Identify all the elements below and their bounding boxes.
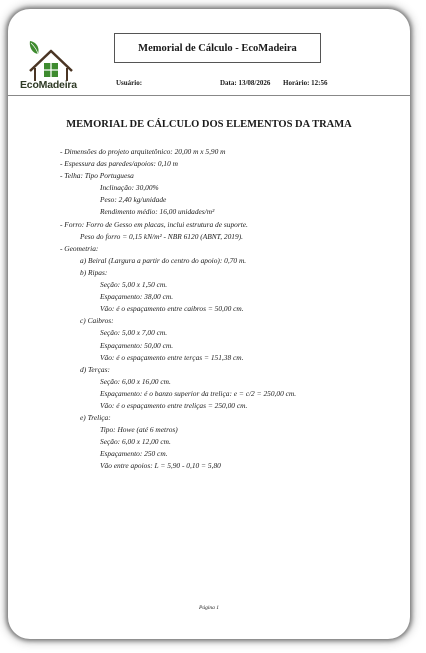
memorial-line: - Espessura das paredes/apoios: 0,10 m bbox=[60, 159, 178, 169]
date-label: Data: 13/08/2026 bbox=[220, 79, 271, 87]
memorial-line: a) Beiral (Largura a partir do centro do apoio): 0,70 m. bbox=[80, 255, 247, 265]
memorial-line: Seção: 5,00 x 1,50 cm. bbox=[100, 280, 168, 290]
memorial-line: - Telha: Tipo Portuguesa bbox=[60, 171, 134, 181]
memorial-line: Espaçamento: é o banzo superior da treliça: e = c/2 = 250,00 cm. bbox=[100, 388, 297, 398]
memorial-line: - Dimensões do projeto arquitetônico: 20,00 m x 5,90 m bbox=[60, 147, 226, 156]
memorial-line: Peso do forro = 0,15 kN/m² - NBR 6120 (ABNT, 2019). bbox=[80, 231, 244, 241]
section-heading: MEMORIAL DE CÁLCULO DOS ELEMENTOS DA TRAMA bbox=[66, 119, 352, 130]
memorial-line: - Forro: Forro de Gesso em placas, inclui estrutura de suporte. bbox=[60, 219, 248, 229]
memorial-line: Rendimento médio: 16,00 unidades/m² bbox=[100, 207, 215, 217]
memorial-line: Vão: é o espaçamento entre treliças = 250,00 cm. bbox=[100, 400, 248, 410]
document-title: Memorial de Cálculo - EcoMadeira bbox=[114, 33, 321, 63]
memorial-line: Espaçamento: 250 cm. bbox=[100, 449, 168, 459]
memorial-line: Seção: 6,00 x 16,00 cm. bbox=[100, 376, 171, 386]
memorial-line: Espaçamento: 38,00 cm. bbox=[100, 292, 174, 302]
time-label: Horário: 12:56 bbox=[283, 79, 328, 87]
page-number: Página 1 bbox=[198, 605, 219, 611]
document-page bbox=[8, 9, 410, 639]
memorial-line: Espaçamento: 50,00 cm. bbox=[100, 340, 174, 350]
calculation-body bbox=[60, 146, 405, 473]
memorial-line: c) Caibros: bbox=[80, 316, 114, 326]
logo-text: EcoMadeira bbox=[20, 79, 77, 91]
memorial-line: Vão entre apoios: L = 5,90 - 0,10 = 5,80 bbox=[100, 461, 221, 471]
memorial-line: Tipo: Howe (até 6 metros) bbox=[100, 425, 178, 435]
memorial-line: b) Ripas: bbox=[80, 267, 108, 277]
memorial-line: Seção: 5,00 x 7,00 cm. bbox=[100, 328, 168, 338]
memorial-line: - Geometria: bbox=[60, 243, 99, 253]
memorial-line: Inclinação: 30,00% bbox=[100, 183, 159, 193]
memorial-line: Seção: 6,00 x 12,00 cm. bbox=[100, 437, 171, 447]
header-divider bbox=[8, 95, 410, 96]
memorial-line: Vão: é o espaçamento entre terças = 151,38 cm. bbox=[100, 352, 244, 362]
memorial-line: d) Terças: bbox=[80, 364, 110, 374]
memorial-line: Vão: é o espaçamento entre caibros = 50,00 cm. bbox=[100, 304, 244, 314]
memorial-line: e) Treliça: bbox=[80, 413, 111, 423]
memorial-line: Peso: 2,40 kg/unidade bbox=[100, 195, 167, 205]
user-label: Usuário: bbox=[116, 79, 143, 87]
